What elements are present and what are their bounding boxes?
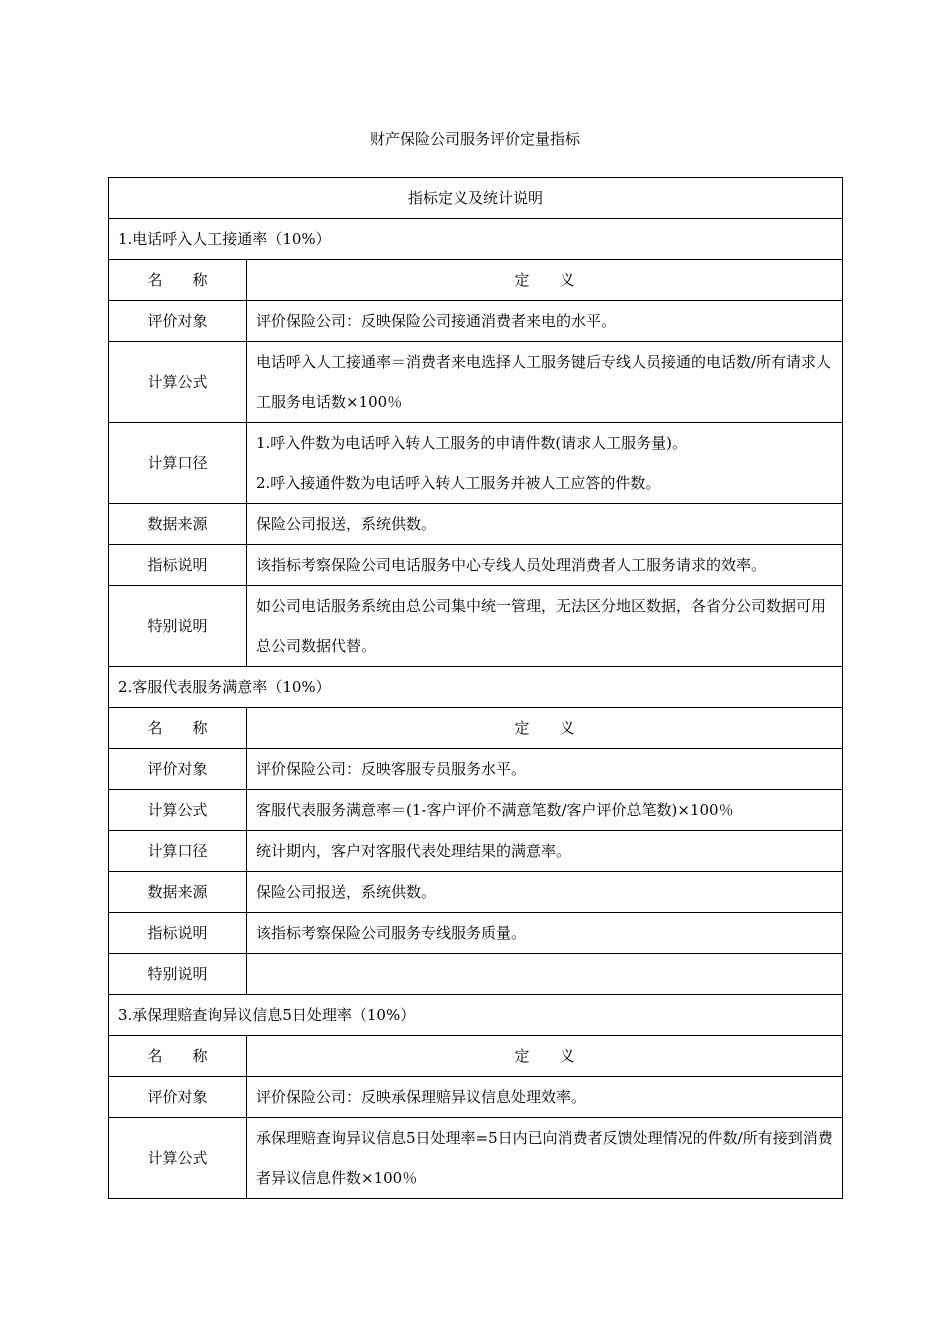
row-name: 指标说明 (109, 545, 247, 586)
row-definition: 保险公司报送，系统供数。 (247, 504, 843, 545)
row-definition (247, 423, 843, 504)
table-row (109, 342, 843, 423)
section-title-row (109, 219, 843, 260)
row-definition: 保险公司报送，系统供数。 (247, 872, 843, 913)
table-row (109, 749, 843, 790)
section-title: 3.承保理赔查询异议信息5日处理率（10%） (109, 995, 843, 1036)
col-def-label: 定 义 (247, 1036, 843, 1077)
table-row (109, 504, 843, 545)
definition-line: 1.呼入件数为电话呼入转人工服务的申请件数(请求人工服务量)。 (256, 434, 688, 452)
row-name: 数据来源 (109, 504, 247, 545)
row-name: 评价对象 (109, 749, 247, 790)
row-definition: 该指标考察保险公司服务专线服务质量。 (247, 913, 843, 954)
row-definition: 评价保险公司：反映客服专员服务水平。 (247, 749, 843, 790)
section-title: 1.电话呼入人工接通率（10%） (109, 219, 843, 260)
row-definition: 如公司电话服务系统由总公司集中统一管理，无法区分地区数据，各省分公司数据可用总公司数据代替。 (247, 586, 843, 667)
indicator-table (108, 177, 843, 1199)
row-definition (247, 954, 843, 995)
row-name: 特别说明 (109, 586, 247, 667)
column-header-row (109, 1036, 843, 1077)
row-name: 评价对象 (109, 301, 247, 342)
row-definition: 统计期内，客户对客服代表处理结果的满意率。 (247, 831, 843, 872)
row-name: 特别说明 (109, 954, 247, 995)
table-row (109, 954, 843, 995)
row-definition: 评价保险公司：反映保险公司接通消费者来电的水平。 (247, 301, 843, 342)
table-row (109, 586, 843, 667)
row-name: 计算公式 (109, 342, 247, 423)
section-title-row (109, 995, 843, 1036)
table-row (109, 913, 843, 954)
table-header-row (109, 178, 843, 219)
table-row (109, 545, 843, 586)
row-definition: 电话呼入人工接通率＝消费者来电选择人工服务键后专线人员接通的电话数/所有请求人工服务电话数×100％ (247, 342, 843, 423)
col-name-label: 名 称 (109, 708, 247, 749)
row-name: 计算口径 (109, 423, 247, 504)
column-header-row (109, 708, 843, 749)
row-name: 计算公式 (109, 1118, 247, 1199)
col-def-label: 定 义 (247, 260, 843, 301)
table-row (109, 872, 843, 913)
col-name-label: 名 称 (109, 260, 247, 301)
table-row (109, 301, 843, 342)
table-row (109, 423, 843, 504)
col-name-label: 名 称 (109, 1036, 247, 1077)
section-title: 2.客服代表服务满意率（10%） (109, 667, 843, 708)
row-name: 数据来源 (109, 872, 247, 913)
table-row (109, 790, 843, 831)
definition-line: 2.呼入接通件数为电话呼入转人工服务并被人工应答的件数。 (256, 474, 661, 492)
row-name: 计算口径 (109, 831, 247, 872)
col-def-label: 定 义 (247, 708, 843, 749)
document-title: 财产保险公司服务评价定量指标 (369, 130, 580, 148)
row-name: 计算公式 (109, 790, 247, 831)
section-title-row (109, 667, 843, 708)
row-definition: 该指标考察保险公司电话服务中心专线人员处理消费者人工服务请求的效率。 (247, 545, 843, 586)
table-row (109, 1077, 843, 1118)
row-definition: 客服代表服务满意率＝(1-客户评价不满意笔数/客户评价总笔数)×100％ (247, 790, 843, 831)
table-header: 指标定义及统计说明 (109, 178, 843, 219)
row-name: 指标说明 (109, 913, 247, 954)
row-definition: 评价保险公司：反映承保理赔异议信息处理效率。 (247, 1077, 843, 1118)
column-header-row (109, 260, 843, 301)
row-definition: 承保理赔查询异议信息5日处理率=5日内已向消费者反馈处理情况的件数/所有接到消费者异议信息件数×100％ (247, 1118, 843, 1199)
row-name: 评价对象 (109, 1077, 247, 1118)
table-row (109, 1118, 843, 1199)
table-row (109, 831, 843, 872)
